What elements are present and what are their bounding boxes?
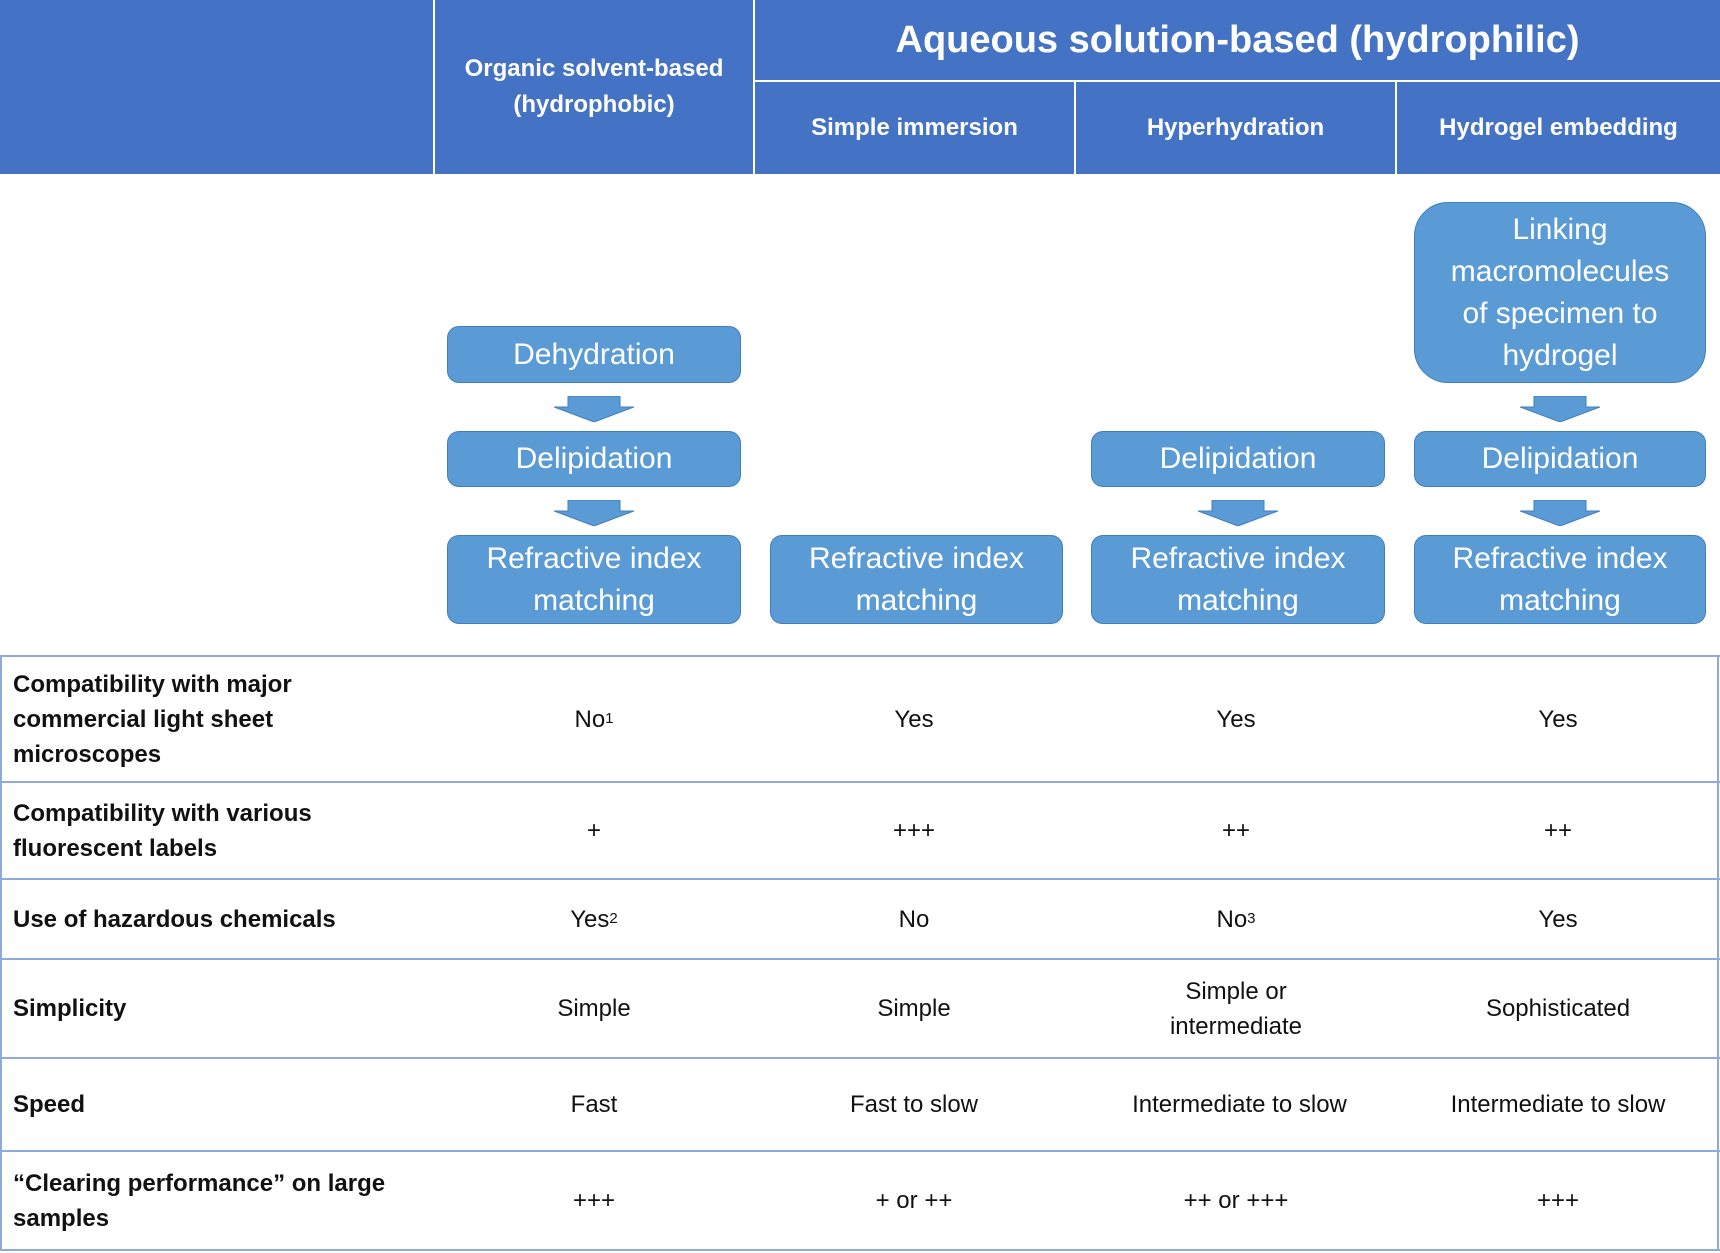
table-cell: Intermediate to slow <box>1132 1091 1347 1118</box>
table-cell: + <box>586 817 601 844</box>
table-cell: Simple <box>877 995 951 1022</box>
table-cell: Fast to slow <box>849 1091 979 1118</box>
table-cell: +++ <box>1536 1187 1580 1214</box>
hyperhydration-refractive-index-step: Refractive index matching <box>1091 535 1385 624</box>
table-row <box>0 960 1720 1059</box>
down-arrow-icon <box>1198 500 1278 526</box>
hyperhydration-delipidation-step: Delipidation <box>1091 431 1385 487</box>
table-cell: + or ++ <box>875 1187 953 1214</box>
simple-immersion-refractive-index-step: Refractive index matching <box>770 535 1063 624</box>
table-cell: Simple or intermediate <box>1169 977 1303 1040</box>
header-hyperhydration: Hyperhydration <box>1076 82 1395 174</box>
row-label: Compatibility with major commercial light sheet microscopes <box>13 670 292 768</box>
row-label: Use of hazardous chemicals <box>13 905 336 933</box>
table-row <box>0 783 1720 880</box>
table-cell: Fast <box>570 1091 618 1118</box>
table-row <box>0 880 1720 960</box>
header-hydrogel-embedding: Hydrogel embedding <box>1397 82 1720 174</box>
hydrogel-delipidation-step: Delipidation <box>1414 431 1706 487</box>
table-cell: +++ <box>892 817 936 844</box>
down-arrow-icon <box>1520 500 1600 526</box>
row-label: Simplicity <box>13 995 127 1022</box>
table-cell: Yes <box>1538 905 1578 933</box>
table-cell: ++ <box>1221 817 1251 844</box>
table-cell: No 1 <box>574 705 614 733</box>
row-label: Compatibility with various fluorescent labels <box>13 799 312 862</box>
table-cell: Intermediate to slow <box>1450 1091 1666 1118</box>
header-simple-immersion: Simple immersion <box>755 82 1074 174</box>
table-cell: Sophisticated <box>1485 995 1631 1022</box>
organic-dehydration-step: Dehydration <box>447 326 741 383</box>
table-cell: ++ <box>1543 817 1573 844</box>
table-cell: Yes <box>894 705 934 733</box>
down-arrow-icon <box>1520 396 1600 422</box>
hydrogel-linking-step: Linking macromolecules of specimen to hydrogel <box>1414 202 1706 383</box>
organic-refractive-index-step: Refractive index matching <box>447 535 741 624</box>
down-arrow-icon <box>554 396 634 422</box>
row-label: Speed <box>13 1091 86 1118</box>
header-organic-solvent: Organic solvent-based (hydrophobic) <box>435 0 753 174</box>
table-row <box>0 1152 1720 1251</box>
table-cell: No 3 <box>1216 905 1256 933</box>
hydrogel-refractive-index-step: Refractive index matching <box>1414 535 1706 624</box>
header-blank-cell <box>0 0 433 174</box>
table-cell: Yes <box>1216 705 1256 733</box>
row-label: “Clearing performance” on large samples <box>13 1169 386 1232</box>
table-cell: +++ <box>572 1187 616 1214</box>
table-cell: Yes <box>1538 705 1578 733</box>
table-row <box>0 657 1720 783</box>
table-cell: No <box>898 905 930 933</box>
down-arrow-icon <box>554 500 634 526</box>
table-row <box>0 1059 1720 1152</box>
header-aqueous-solution: Aqueous solution-based (hydrophilic) <box>755 0 1720 80</box>
table-cell: ++ or +++ <box>1183 1187 1289 1214</box>
organic-delipidation-step: Delipidation <box>447 431 741 487</box>
table-cell: Yes 2 <box>570 905 618 933</box>
table-cell: Simple <box>557 995 631 1022</box>
